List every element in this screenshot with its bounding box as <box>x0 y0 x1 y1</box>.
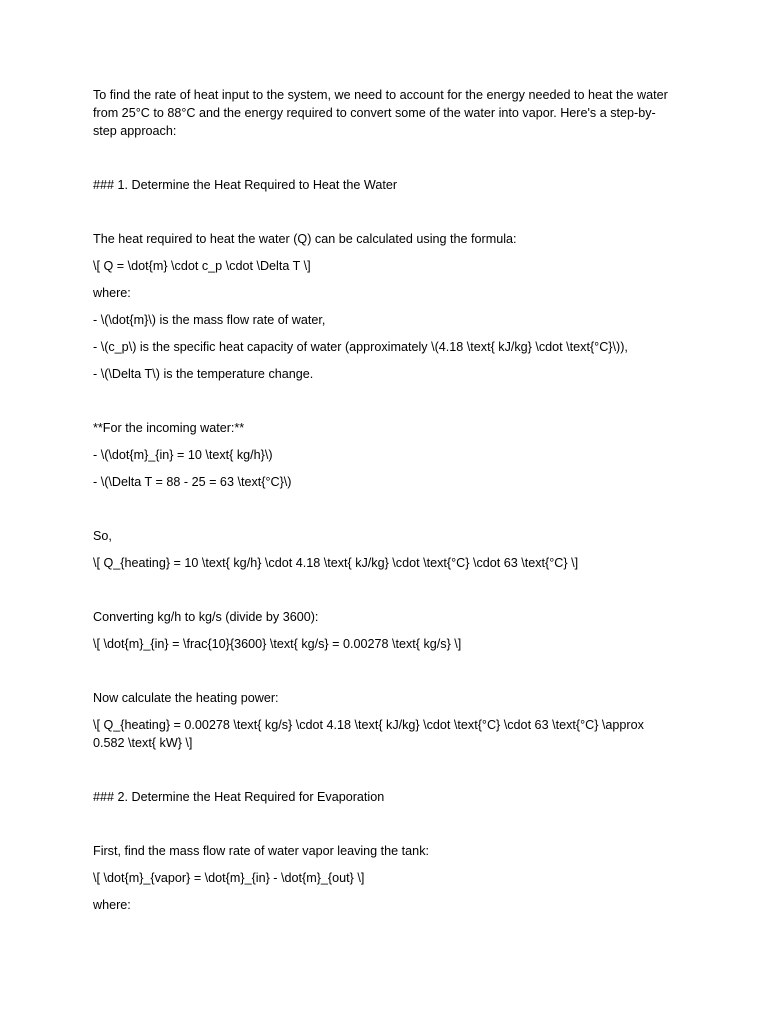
intro-paragraph: To find the rate of heat input to the system, we need to account for the energy needed to heat the water from 25°C to 88°C and the energy required to convert some of the water into vapor. Here's a step-by-step approach: <box>93 88 672 138</box>
list-item: - \(\Delta T = 88 - 25 = 63 \text{°C}\) <box>93 475 292 489</box>
section-heading-1: ### 1. Determine the Heat Required to Heat the Water <box>93 178 398 192</box>
bold-label: **For the incoming water:** <box>93 421 245 435</box>
formula-intro: The heat required to heat the water (Q) can be calculated using the formula: <box>93 232 517 246</box>
section-heading-2: ### 2. Determine the Heat Required for Evaporation <box>93 790 385 804</box>
vapor-intro: First, find the mass flow rate of water vapor leaving the tank: <box>93 844 429 858</box>
heating-power-text: Now calculate the heating power: <box>93 691 279 705</box>
so-label: So, <box>93 529 112 543</box>
where-label: where: <box>93 898 131 912</box>
formula-heating: \[ Q_{heating} = 10 \text{ kg/h} \cdot 4.18 \text{ kJ/kg} \cdot \text{°C} \cdot 63 \text{°C} \] <box>93 556 579 570</box>
document-body <box>93 86 678 914</box>
formula-conversion: \[ \dot{m}_{in} = \frac{10}{3600} \text{ kg/s} = 0.00278 \text{ kg/s} \] <box>93 637 462 651</box>
formula-heating-power: \[ Q_{heating} = 0.00278 \text{ kg/s} \cdot 4.18 \text{ kJ/kg} \cdot \text{°C} \cdot 63 \text{°C} \approx 0.582 \text{ kW} \] <box>93 718 648 750</box>
list-item: - \(\dot{m}_{in} = 10 \text{ kg/h}\) <box>93 448 273 462</box>
conversion-text: Converting kg/h to kg/s (divide by 3600): <box>93 610 319 624</box>
formula-vapor: \[ \dot{m}_{vapor} = \dot{m}_{in} - \dot{m}_{out} \] <box>93 871 365 885</box>
list-item: - \(c_p\) is the specific heat capacity of water (approximately \(4.18 \text{ kJ/kg} \cdot \text{°C}\)), <box>93 340 628 354</box>
list-item: - \(\dot{m}\) is the mass flow rate of water, <box>93 313 326 327</box>
list-item: - \(\Delta T\) is the temperature change. <box>93 367 314 381</box>
formula-heat: \[ Q = \dot{m} \cdot c_p \cdot \Delta T \] <box>93 259 311 273</box>
where-label: where: <box>93 286 131 300</box>
